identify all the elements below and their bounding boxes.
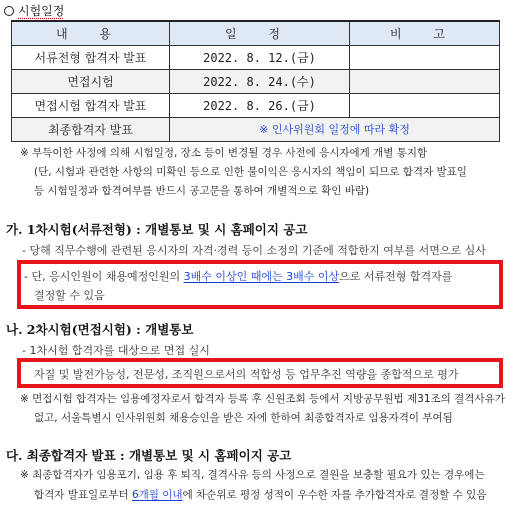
- table-header-cell: 비 고: [350, 21, 500, 45]
- table-cell-label: 면접시험: [12, 69, 170, 93]
- table-cell-note: [350, 93, 500, 117]
- notice-line: (단, 시험과 관련한 사항의 미확인 등으로 인한 불이익은 응시자의 책임이 되므로 합격자 발표일: [34, 166, 467, 178]
- note-line: 없고, 서울특별시 인사위원회 채용승인을 받은 자에 한하여 최종합격자로 임용자격이 부여됨: [34, 412, 453, 424]
- table-header-cell: 내 용: [12, 21, 170, 45]
- section-title: 시험일정: [4, 2, 64, 19]
- bullet-text: 결정할 수 있음: [34, 289, 105, 302]
- table-cell-note: [350, 69, 500, 93]
- note-line: ※ 면접시험 합격자는 임용예정자로서 합격자 등록 후 신원조회 등에서 지방공무원법 제31조의 결격사유가: [20, 393, 505, 405]
- bullet-text: - 1차시험 합격자를 대상으로 면접 실시: [22, 344, 210, 357]
- table-cell-label: 최종합격자 발표: [12, 117, 170, 141]
- table-cell-date: 2022. 8. 26.(금): [170, 93, 350, 117]
- highlight-text: 3배수 이상인 때에는 3배수 이상: [183, 270, 340, 283]
- table-cell-date: 2022. 8. 24.(수): [170, 69, 350, 93]
- section-heading-na: 나. 2차시험(면접시험) : 개별통보: [6, 322, 194, 337]
- table-row: [12, 69, 500, 93]
- bullet-text: 자질 및 발전가능성, 전문성, 조직원으로서의 적합성 등 업무추진 역량을 종합적으로 평가: [34, 368, 459, 381]
- section-heading-da: 다. 최종합격자 발표 : 개별통보 및 시 홈페이지 공고: [6, 448, 292, 463]
- table-cell-date: ※ 인사위원회 일정에 따라 확정: [170, 117, 500, 141]
- note-line: ※ 최종합격자가 임용포기, 임용 후 퇴직, 결격사유 등의 사정으로 결원을 보충할 필요가 있는 경우에는: [20, 469, 485, 481]
- circle-bullet-icon: [4, 6, 14, 16]
- notice-line: 등 시험일정과 합격여부를 반드시 공고문을 통하여 개별적으로 확인 바람): [34, 185, 370, 197]
- highlight-text: 6개월 이내: [131, 489, 183, 501]
- table-row: [12, 93, 500, 117]
- table-row: [12, 117, 500, 141]
- table-header-cell: 일 정: [170, 21, 350, 45]
- schedule-table: [11, 20, 500, 142]
- note-line: 합격자 발표일로부터 6개월 이내에 차순위로 평정 성적이 우수한 자를 추가합격자로 결정할 수 있음: [34, 489, 487, 501]
- table-row: [12, 45, 500, 69]
- table-cell-label: 면접시험 합격자 발표: [12, 93, 170, 117]
- table-cell-note: [350, 45, 500, 69]
- bullet-text: - 당해 직무수행에 관련된 응시자의 자격·경력 등이 소정의 기준에 적합한지 여부를 서면으로 심사: [22, 244, 486, 257]
- table-cell-label: 서류전형 합격자 발표: [12, 45, 170, 69]
- section-heading-ga: 가. 1차시험(서류전형) : 개별통보 및 시 홈페이지 공고: [6, 222, 308, 237]
- bullet-text: - 단, 응시인원이 채용예정인원의 3배수 이상인 때에는 3배수 이상으로 서류전형 합격자를: [24, 270, 453, 283]
- table-header-row: [12, 21, 500, 45]
- table-cell-date: 2022. 8. 12.(금): [170, 45, 350, 69]
- notice-line: ※ 부득이한 사정에 의해 시험일정, 장소 등이 변경될 경우 사전에 응시자에게 개별 통지함: [20, 147, 428, 159]
